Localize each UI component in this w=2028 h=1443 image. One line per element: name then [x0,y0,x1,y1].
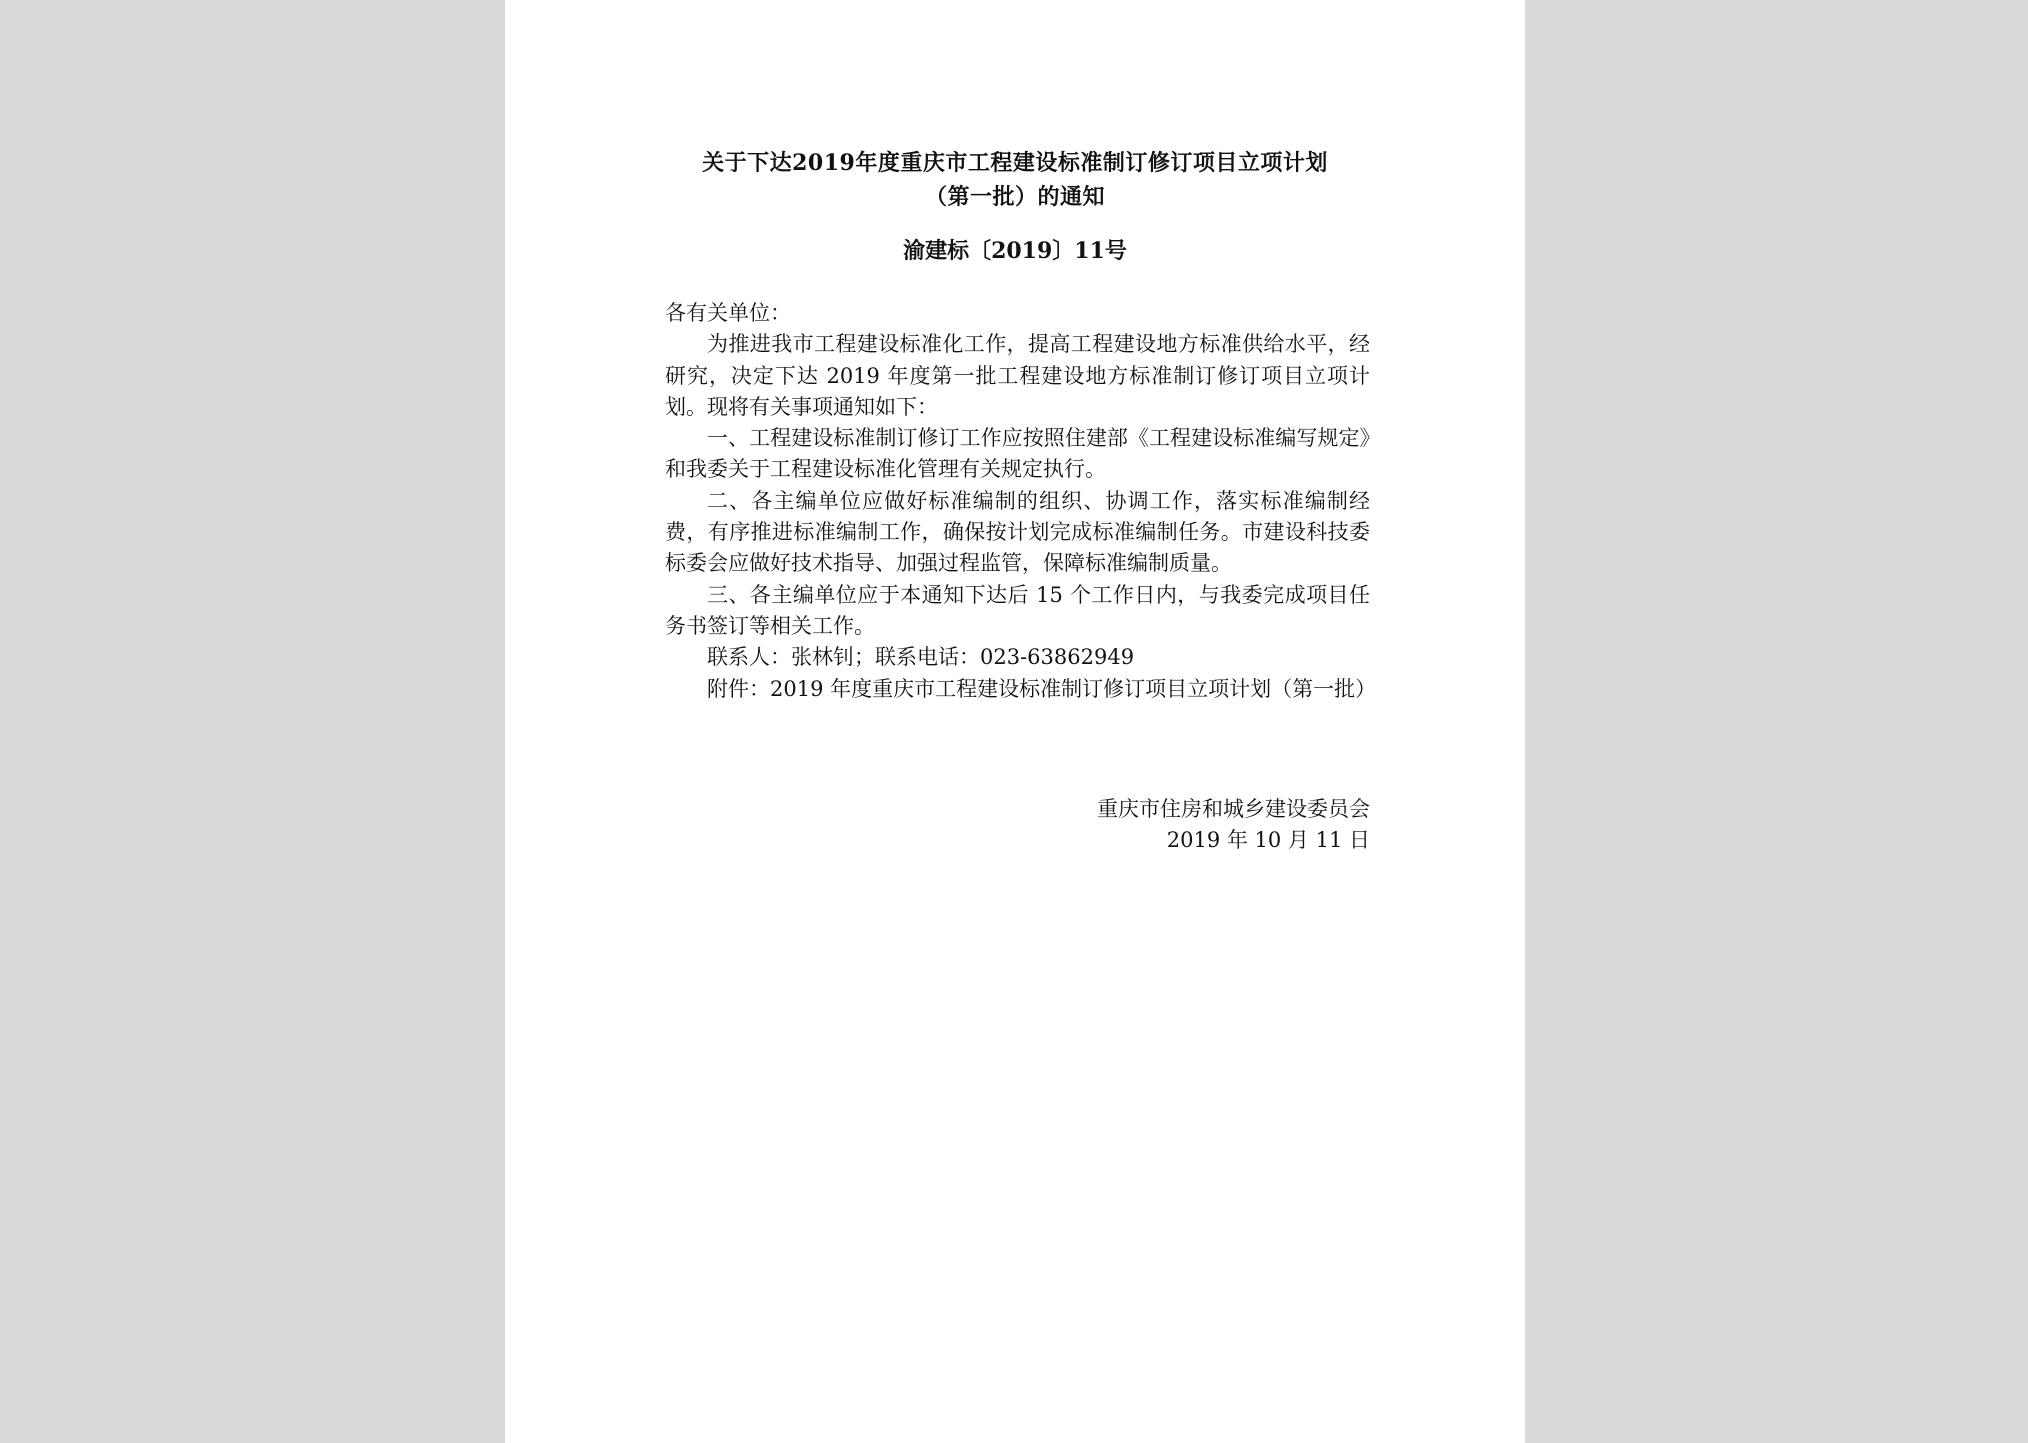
paragraph-intro: 为推进我市工程建设标准化工作，提高工程建设地方标准供给水平，经研究，决定下达 2019 年度第一批工程建设地方标准制订修订项目立项计划。现将有关事项通知如下： [665,332,1370,419]
document-body [665,298,1377,705]
paragraph-item-3: 三、各主编单位应于本通知下达后 15 个工作日内，与我委完成项目任务书签订等相关工作。 [665,582,1370,638]
document-title-line-2: （第一批）的通知 [924,184,1105,210]
paragraph-item-2: 二、各主编单位应做好标准编制的组织、协调工作，落实标准编制经费，有序推进标准编制工作，确保按计划完成标准编制任务。市建设科技委标委会应做好技术指导、加强过程监管，保障标准编制质量。 [665,488,1370,576]
document-page [505,0,1525,1443]
document-title-line-1: 关于下达2019年度重庆市工程建设标准制订修订项目立项计划 [702,150,1328,176]
salutation: 各有关单位： [665,301,791,325]
contact-line: 联系人：张林钊；联系电话：023-63862949 [707,645,1135,670]
signature-organization: 重庆市住房和城乡建设委员会 [1097,797,1370,821]
attachment-line: 附件：2019 年度重庆市工程建设标准制订修订项目立项计划（第一批） [707,676,1377,701]
signature-date: 2019 年 10 月 11 日 [1166,828,1370,852]
document-number: 渝建标〔2019〕11号 [903,238,1127,264]
paragraph-item-1: 一、工程建设标准制订修订工作应按照住建部《工程建设标准编写规定》和我委关于工程建设标准化管理有关规定执行。 [665,426,1370,482]
